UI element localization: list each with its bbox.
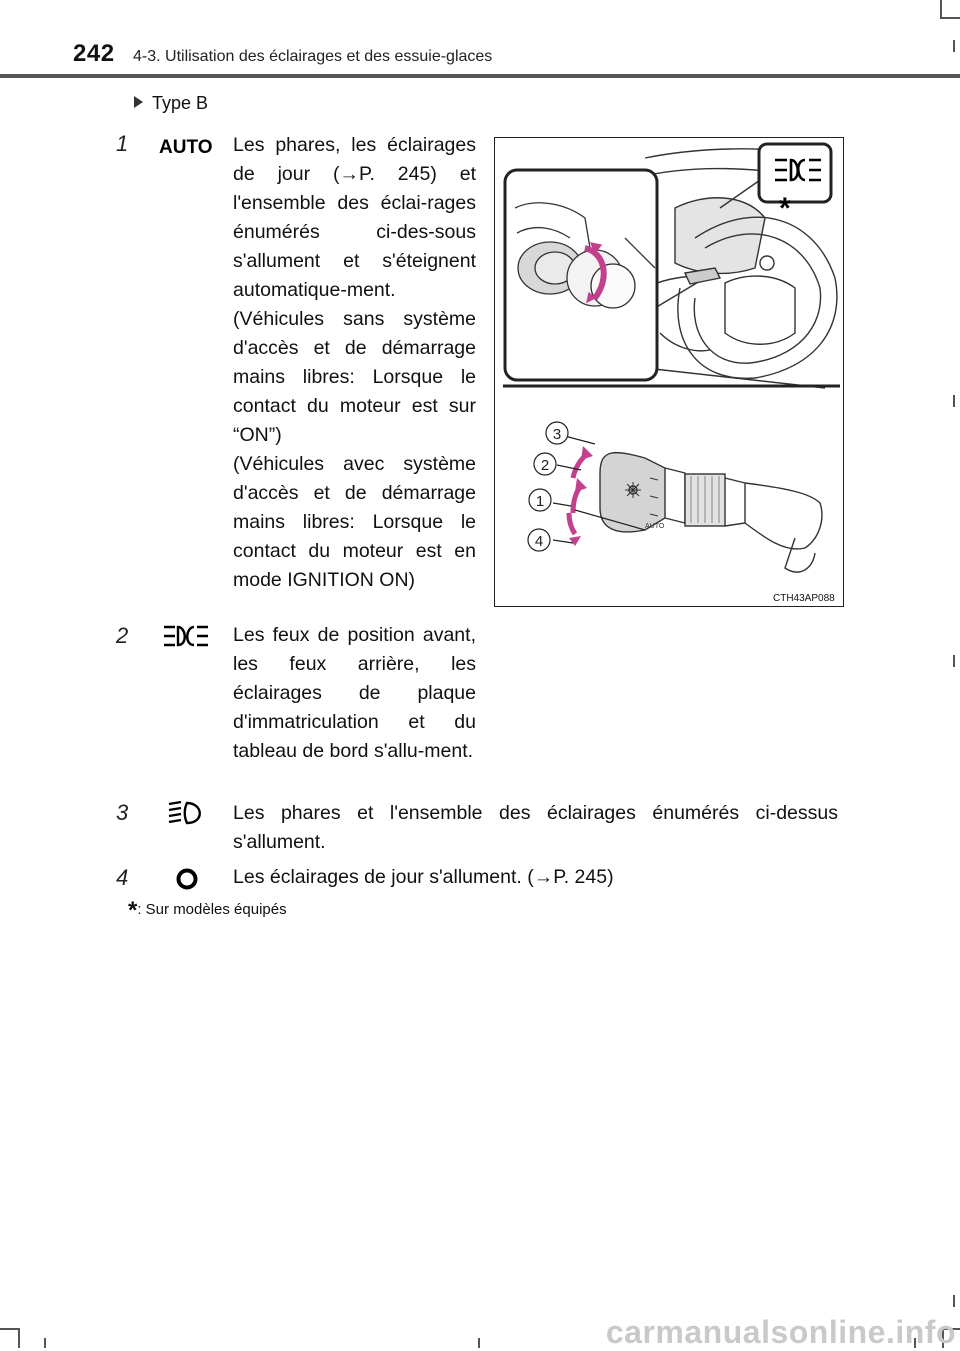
crop-mark	[940, 17, 960, 19]
item-description	[233, 799, 838, 857]
position-lights-icon	[162, 624, 210, 653]
callout-number: 3	[552, 426, 562, 443]
item-description	[233, 131, 476, 595]
footnote-marker: *	[128, 897, 138, 924]
footnote-text: : Sur modèles équipés	[137, 901, 287, 918]
headlight-icon	[167, 800, 207, 831]
item-description	[233, 863, 838, 892]
figure-code: CTH43AP088	[773, 593, 835, 604]
rotation-arrows	[569, 454, 587, 534]
triangle-bullet-icon	[134, 96, 143, 108]
crop-mark	[953, 395, 955, 407]
callout-number: 4	[534, 533, 544, 550]
paragraph: Les éclairages de jour s'allument. (→P. 245)	[233, 866, 614, 888]
type-heading	[134, 93, 208, 114]
paragraph: Les feux de position avant, les feux arrière, les éclairages de plaque d'immatriculation et du tableau de bord s'allu-ment.	[233, 624, 476, 762]
page-number: 242	[73, 40, 115, 67]
crop-mark	[953, 1295, 955, 1307]
crop-mark	[44, 1338, 46, 1348]
section-title: 4-3. Utilisation des éclairages et des essuie-glaces	[133, 48, 493, 65]
header-divider	[0, 74, 960, 78]
crop-mark	[953, 655, 955, 667]
callout-number: 2	[540, 457, 550, 474]
watermark: carmanualsonline.info	[605, 1314, 956, 1350]
crop-mark	[953, 40, 955, 52]
item-number: 2	[116, 623, 129, 648]
item-number: 4	[116, 865, 129, 890]
auto-symbol-text: AUTO	[159, 137, 213, 158]
paragraph: Les phares, les éclairages de jour (→P. 245) et l'ensemble des éclai-rages énumérés ci-des-sous s'allument et s'éteignent automatique-ment.	[233, 134, 476, 301]
indicator-callout-box	[759, 144, 831, 202]
crop-mark	[18, 1328, 20, 1348]
type-label: Type B	[152, 93, 209, 113]
callout-number: 1	[535, 493, 545, 510]
paragraph: Les phares et l'ensemble des éclairages énumérés ci-dessus s'allument.	[233, 802, 838, 853]
crop-mark	[0, 1328, 20, 1330]
footnote	[128, 897, 287, 925]
light-switch-stalk	[600, 453, 822, 572]
figure-illustration	[494, 137, 844, 607]
auto-symbol	[159, 134, 215, 163]
svg-text:AUTO: AUTO	[645, 523, 665, 530]
crop-mark	[478, 1338, 480, 1348]
item-description	[233, 621, 476, 766]
paragraph: (Véhicules sans système d'accès et de démarrage mains libres: Lorsque le contact du moteur est sur “ON”)	[233, 308, 476, 446]
item-number: 1	[116, 131, 129, 156]
item-number: 3	[116, 800, 129, 825]
crop-mark	[940, 0, 942, 18]
paragraph: (Véhicules avec système d'accès et de démarrage mains libres: Lorsque le contact du moteur est en mode IGNITION ON)	[233, 453, 476, 591]
asterisk-marker: *	[779, 192, 791, 225]
off-circle-icon	[175, 867, 199, 896]
